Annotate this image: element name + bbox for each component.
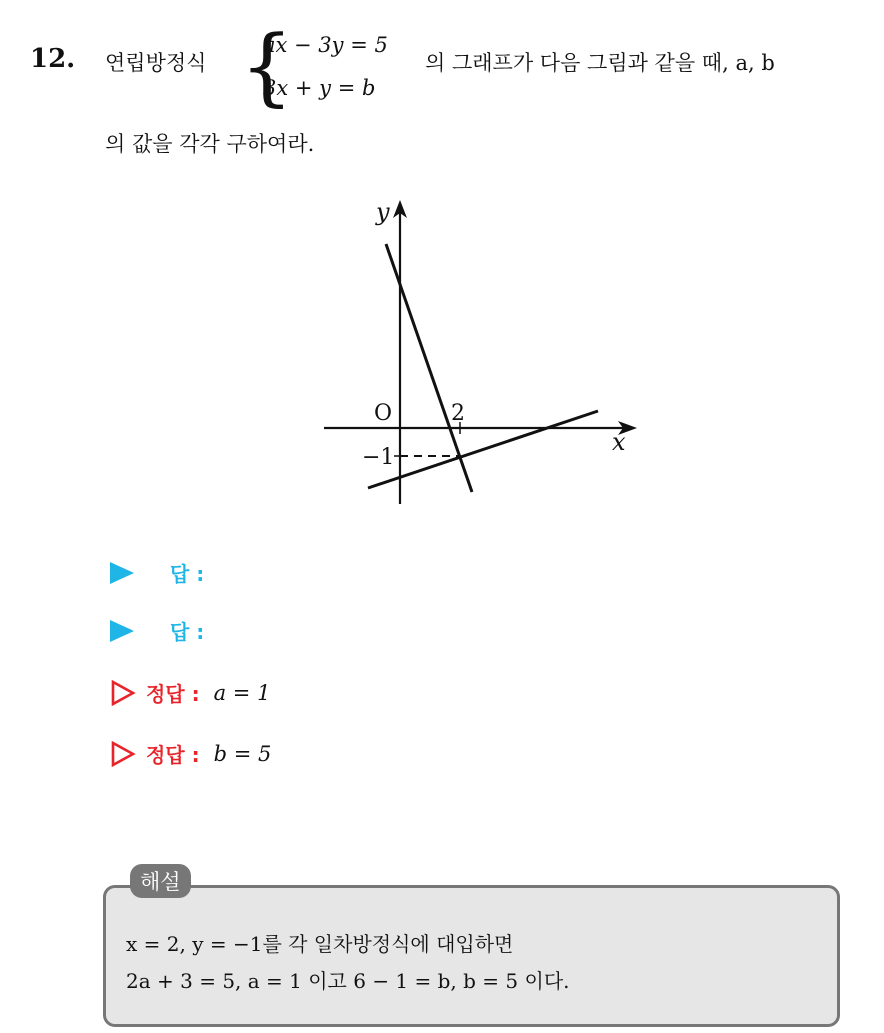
question-number: 12.: [30, 44, 76, 74]
equation-1: ax − 3y = 5: [263, 33, 388, 57]
x-axis-label: x: [612, 428, 626, 456]
equation-2: 3x + y = b: [263, 76, 376, 100]
y-tick-label: −1: [362, 445, 395, 470]
solution-tag: 해설: [130, 864, 191, 898]
solution-line-1: x = 2, y = −1를 각 일차방정식에 대입하면: [126, 932, 514, 956]
correct-label-2: 정답 :: [146, 743, 200, 767]
question-text-after: 의 그래프가 다음 그림과 같을 때, a, b: [425, 51, 775, 75]
question-text-line2: 의 값을 각각 구하여라.: [105, 132, 315, 156]
correct-value-1: a = 1: [213, 680, 271, 705]
system-brace: {: [240, 17, 294, 115]
blue-triangle-icon: [110, 620, 134, 642]
question-text-before: 연립방정식: [105, 51, 207, 75]
origin-label: O: [374, 401, 393, 426]
solution-line-2: 2a + 3 = 5, a = 1 이고 6 − 1 = b, b = 5 이다.: [126, 969, 570, 993]
y-axis-label: y: [376, 198, 390, 226]
red-outline-triangle-icon: [110, 680, 136, 706]
blue-triangle-icon: [110, 562, 134, 584]
answer-row-2: [110, 616, 204, 645]
correct-answer-row-2: [110, 739, 271, 768]
x-tick-label: 2: [451, 401, 465, 426]
coordinate-graph: [300, 190, 645, 510]
correct-value-2: b = 5: [213, 741, 272, 766]
line-3x-plus-y: [386, 244, 472, 492]
line-ax-minus-3y: [368, 411, 598, 488]
red-outline-triangle-icon: [110, 741, 136, 767]
answer-label-2: 답 :: [170, 620, 205, 644]
correct-answer-row-1: [110, 678, 270, 707]
answer-label-1: 답 :: [170, 562, 205, 586]
answer-row-1: [110, 558, 204, 587]
correct-label-1: 정답 :: [146, 682, 200, 706]
